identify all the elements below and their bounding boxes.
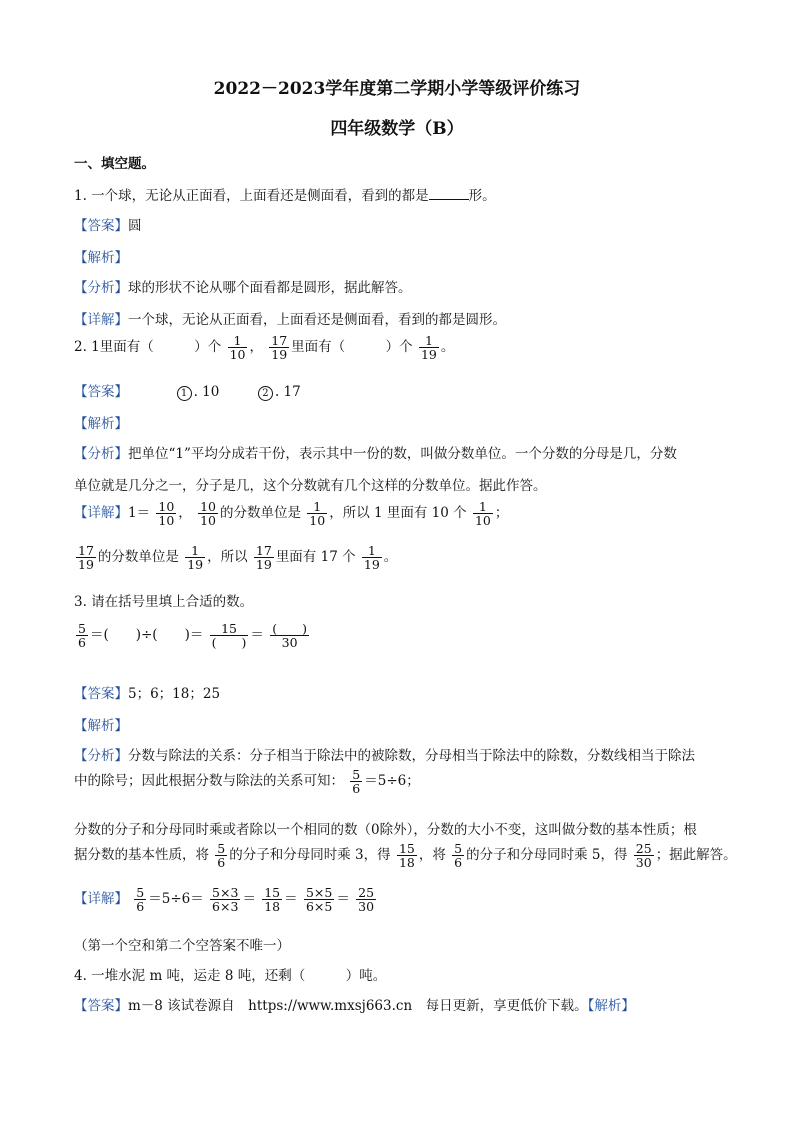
q1-analysis-tag: [74, 246, 128, 266]
q3-answer: [74, 682, 220, 702]
answer-tag: 【答案】: [74, 384, 128, 400]
q1-stem-a: 1. 一个球，无论从正面看，上面看还是侧面看，看到的都是: [74, 188, 429, 204]
q2-answer-2: . 17: [274, 384, 301, 400]
fraction: $\frac{25}{30}$: [358, 885, 375, 915]
analysis-tag: 【解析】: [74, 718, 128, 734]
fraction: $\frac{5\times 3}{6\times 3}$: [212, 885, 239, 915]
q3-note: （第一个空和第二个空答案不唯一）: [74, 938, 290, 954]
fraction: $\frac{1}{19}$: [363, 543, 380, 573]
q2-fenxi-1: [74, 442, 677, 462]
fraction: $\frac{10}{10}$: [200, 499, 216, 529]
q1-fenxi: [74, 276, 412, 296]
q1-xiangjie: [74, 308, 506, 328]
q3-fenxi-1: 【分析】分数与除法的关系：分子相当于除法中的被除数，分母相当于除法中的除数，分数线相当于除法: [74, 748, 695, 764]
fraction: $\frac{5}{6}$: [217, 841, 226, 871]
xiangjie-tag: 【详解】: [74, 891, 128, 908]
analysis-tag: 【解析】: [74, 250, 128, 266]
fraction: $\frac{17}{19}$: [271, 333, 288, 363]
fraction: $\frac{1}{19}$: [187, 543, 204, 573]
fenxi-tag: 【分析】: [74, 280, 128, 296]
q1-answer: [74, 214, 142, 234]
fraction: $\frac{1}{10}$: [229, 333, 246, 363]
q2-analysis-tag: [74, 412, 128, 432]
section-heading: 一、填空题。: [74, 156, 155, 172]
q3-answer-text: 5；6；18；25: [128, 686, 221, 702]
question-3: 3. 请在括号里填上合适的数。: [74, 594, 254, 610]
q3-fenxi-3: 分数的分子和分母同时乘或者除以一个相同的数（0除外），分数的大小不变，这叫做分数的基本性质；根: [74, 822, 697, 838]
q3-xiangjie: 【详解】 $\frac{5}{6}$ ＝5÷6＝ $\frac{5\times 3}{6\times 3}$ ＝ $\frac{15}{18}$ ＝ $\frac{5\times 5}{6\times 5}$ ＝ $\frac{25}{30}$: [74, 885, 375, 915]
q3-analysis-tag: [74, 714, 128, 734]
q3-fenxi-2: 中的除号；因此根据分数与除法的关系可知： $\frac{5}{6}$ ＝5÷6；: [74, 767, 420, 797]
fraction: $\frac{( )}{30}$: [272, 621, 307, 651]
answer-blank: [429, 198, 469, 200]
fraction: $\frac{1}{10}$: [309, 499, 326, 529]
q2-answer-1: . 10: [193, 384, 220, 400]
fenxi-tag: 【分析】: [74, 446, 128, 462]
answer-tag: 【答案】: [74, 998, 128, 1014]
q4-answer-text: m－8 该试卷源自 https://www.mxsj663.cn 每日更新，享更低价下载。: [128, 998, 588, 1014]
fraction: $\frac{1}{19}$: [420, 333, 437, 363]
fraction: $\frac{5}{6}$: [352, 767, 361, 797]
q4-answer: [74, 994, 635, 1014]
q2-stem-d: 。: [440, 339, 455, 356]
q2-xiangjie-1: 【详解】1＝ $\frac{10}{10}$ ， $\frac{10}{10}$ 的分数单位是 $\frac{1}{10}$ ，所以 1 里面有 10 个 $\frac{1}{10}$ ；: [74, 499, 509, 529]
q3-equation: $\frac{5}{6}$ ＝( )÷( )＝ $\frac{15}{( )}$ ＝ $\frac{( )}{30}$: [78, 621, 307, 651]
fraction: $\frac{25}{30}$: [635, 841, 652, 871]
fraction: $\frac{17}{19}$: [78, 543, 94, 573]
fraction: $\frac{17}{19}$: [255, 543, 272, 573]
answer-tag: 【答案】: [74, 686, 128, 702]
fraction: $\frac{10}{10}$: [158, 499, 175, 529]
q2-stem-b: ，: [249, 339, 263, 356]
circled-number-icon: 2: [258, 386, 273, 401]
page-title: 2022－2023学年度第二学期小学等级评价练习: [213, 79, 581, 99]
fraction: $\frac{1}{10}$: [474, 499, 491, 529]
question-4: 4. 一堆水泥 m 吨，运走 8 吨，还剩（ ）吨。: [74, 968, 387, 984]
q1-xiangjie-text: 一个球，无论从正面看，上面看还是侧面看，看到的都是圆形。: [128, 312, 506, 328]
page-subtitle: 四年级数学（B）: [330, 119, 464, 139]
q2-xiangjie-2: $\frac{17}{19}$ 的分数单位是 $\frac{1}{19}$ ，所以 $\frac{17}{19}$ 里面有 17 个 $\frac{1}{19}$ 。: [78, 543, 398, 573]
question-2: [74, 334, 454, 361]
fraction: $\frac{15}{18}$: [264, 885, 281, 915]
fraction: $\frac{5}{6}$: [454, 841, 463, 871]
xiangjie-tag: 【详解】: [74, 505, 128, 522]
fraction: $\frac{5}{6}$: [136, 885, 145, 915]
q1-answer-text: 圆: [128, 218, 142, 234]
fenxi-tag: 【分析】: [74, 748, 128, 764]
q2-stem-c: 里面有（ ）个: [291, 339, 413, 356]
fraction: $\frac{15}{( )}$: [211, 621, 247, 651]
q2-answer: [74, 380, 301, 401]
fraction: $\frac{15}{18}$: [398, 841, 415, 871]
q2-fenxi-text-1: 把单位“1”平均分成若干份，表示其中一份的数，叫做分数单位。一个分数的分母是几，分数: [128, 446, 677, 462]
question-1: [74, 184, 496, 204]
answer-tag: 【答案】: [74, 218, 128, 234]
xiangjie-tag: 【详解】: [74, 312, 128, 328]
analysis-tag: 【解析】: [74, 416, 128, 432]
analysis-tag: 【解析】: [587, 998, 635, 1014]
fraction: $\frac{5}{6}$: [78, 621, 86, 651]
circled-number-icon: 1: [177, 386, 192, 401]
q1-stem-b: 形。: [468, 188, 496, 204]
q2-fenxi-2: 单位就是几分之一，分子是几，这个分数就有几个这样的分数单位。据此作答。: [74, 478, 547, 494]
fraction: $\frac{5\times 5}{6\times 5}$: [305, 885, 333, 915]
q1-fenxi-text: 球的形状不论从哪个面看都是圆形，据此解答。: [128, 280, 412, 296]
q3-fenxi-4: 据分数的基本性质，将 $\frac{5}{6}$ 的分子和分母同时乘 3，得 $\frac{15}{18}$ ，将 $\frac{5}{6}$ 的分子和分母同时乘 5，得 $\frac{25}{30}$ ；据此解答。: [74, 841, 737, 871]
q2-stem-a: 2. 1里面有（ ）个: [74, 339, 222, 356]
